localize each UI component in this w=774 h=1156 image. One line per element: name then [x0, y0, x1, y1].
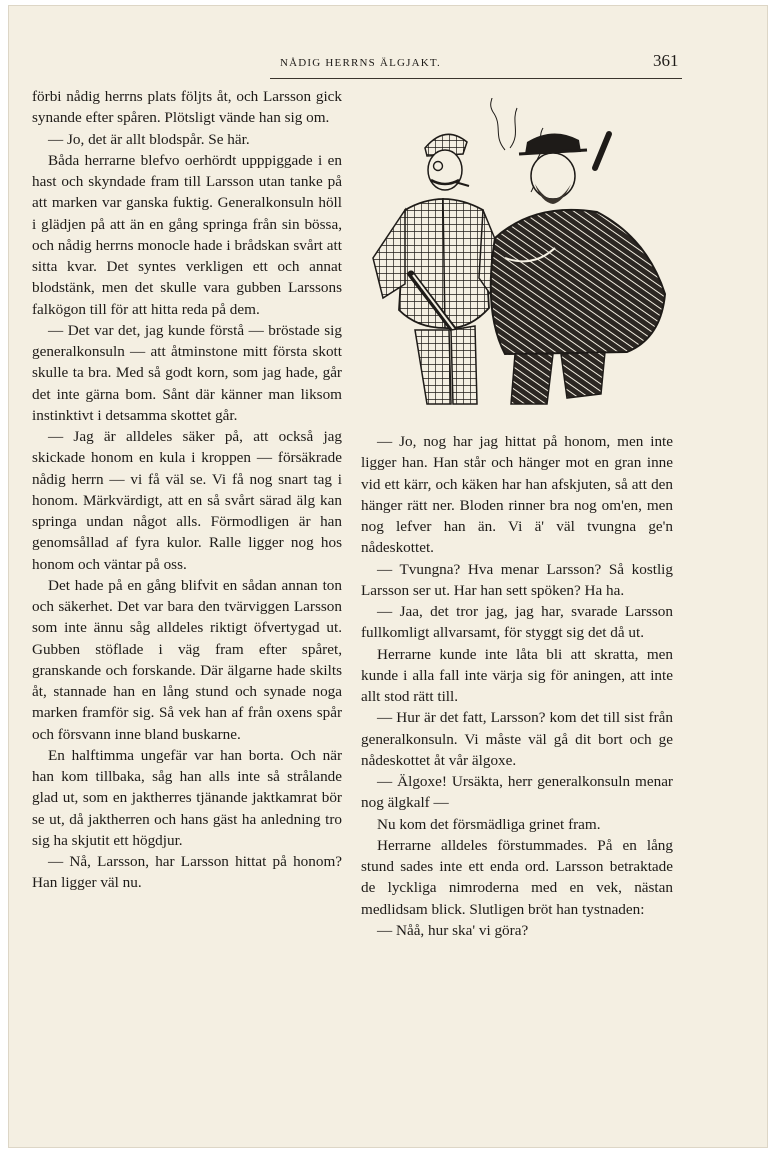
right-text-column [361, 431, 673, 941]
nobleman-figure [373, 134, 507, 404]
paragraph: Herrarne alldeles förstummades. På en lång stund sades inte ett enda ord. Larsson betraktade de lyckliga nimroderna med en vek, nästan medlidsam blick. Slutligen bröt han tystnaden: [361, 836, 673, 918]
paragraph: — Älgoxe! Ursäkta, herr generalkonsuln menar nog älgkalf — [361, 773, 673, 812]
paragraph: Det hade på en gång blifvit en sådan annan ton och säkerhet. Det var bara den tvärviggen Larsson som inte ännu såg alldeles riktigt öfvertygad ut. Gubben stöflade i väg fram efter spåret, granskande och forskande. Där älgarne hade skilts åt, stannade han en lång stund och synade noga marken framför sig. Så vek han af från oxens spår och försvann inne bland buskarne. [32, 576, 342, 743]
paragraph: — Jaa, det tror jag, jag har, svarade Larsson fullkomligt allvarsamt, för styggt sig det då ut. [361, 603, 673, 642]
page-number: 361 [653, 51, 679, 70]
header-rule [270, 78, 682, 79]
paragraph: — Det var det, jag kunde förstå — bröstade sig generalkonsuln — att åtminstone mitt första skott skulle ta bra. Med så godt korn, som jag hade, går det inte gärna bom. Sånt där känner man liksom instinktivt i detsamma skottet går. [32, 321, 342, 424]
hunters-illustration [365, 98, 677, 416]
running-title: NÅDIG HERRNS ÄLGJAKT. [280, 57, 441, 69]
paragraph: Herrarne kunde inte låta bli att skratta, men kunde i alla fall inte värja sig för aningen, att inte allt stod rätt till. [361, 645, 673, 705]
left-text-column [32, 86, 342, 894]
paragraph: — Nåå, hur ska' vi göra? [377, 921, 529, 939]
paragraph: En halftimma ungefär var han borta. Och när han kom tillbaka, såg han alls inte så strålande glad ut, som en jaktherres tjänande jaktkamrat bör se ut, då jaktherren och hans gäst ha anledning tro sig ha skjutit ett högdjur. [32, 746, 342, 849]
paragraph: Nu kom det försmädliga grinet fram. [377, 815, 601, 833]
paragraph: — Nå, Larsson, har Larsson hittat på honom? Han ligger väl nu. [32, 853, 342, 892]
paragraph: — Jag är alldeles säker på, att också jag skickade honom en kula i kroppen — försäkrade nådig herrn — vi få väl se. Vi få nog snart tag i honom. Märkvärdigt, att en så svårt särad älg kan springa undan något alls. Förmodligen är han genomsållad af fyra kulor. Ralle ligger nog hos honom och väntar på oss. [32, 428, 342, 573]
paragraph: — Hur är det fatt, Larsson? kom det till sist från generalkonsuln. Vi måste väl gå dit bort och ge nådeskottet åt vår älgoxe. [361, 709, 673, 769]
consul-figure [491, 133, 665, 404]
smoke [510, 108, 517, 148]
paragraph: — Jo, det är allt blodspår. Se här. [48, 130, 250, 148]
paragraph: — Tvungna? Hva menar Larsson? Så kostlig Larsson ser ut. Har han sett spöken? Ha ha. [361, 560, 673, 599]
smoke [491, 98, 505, 150]
paragraph: förbi nådig herrns plats följts åt, och Larsson gick synande efter spåren. Plötsligt vände han sig om. [32, 88, 342, 127]
paragraph: — Jo, nog har jag hittat på honom, men inte ligger han. Han står och hänger mot en gran inne vid ett kärr, och käken har han afskjuten, så att den hänger rätt ner. Bloden rinner bra nog om'en, men nog lefver han än. Vi ä' väl tvungna ge'n nådeskottet. [361, 433, 673, 557]
paragraph: Båda herrarne blefvo oerhördt upppiggade i en hast och skyndade fram till Larsson utan tanke på att marken var ganska fuktig. Generalkonsuln höll i glädjen på att än en gång springa från sin bössa, och nådig herrns monocle hade i brådskan svårt att sitta kvar. Det syntes verkligen ett och annat blodstänk, men det skulle vara gubben Larssons falkögon till för att hitta reda på dem. [32, 151, 342, 318]
